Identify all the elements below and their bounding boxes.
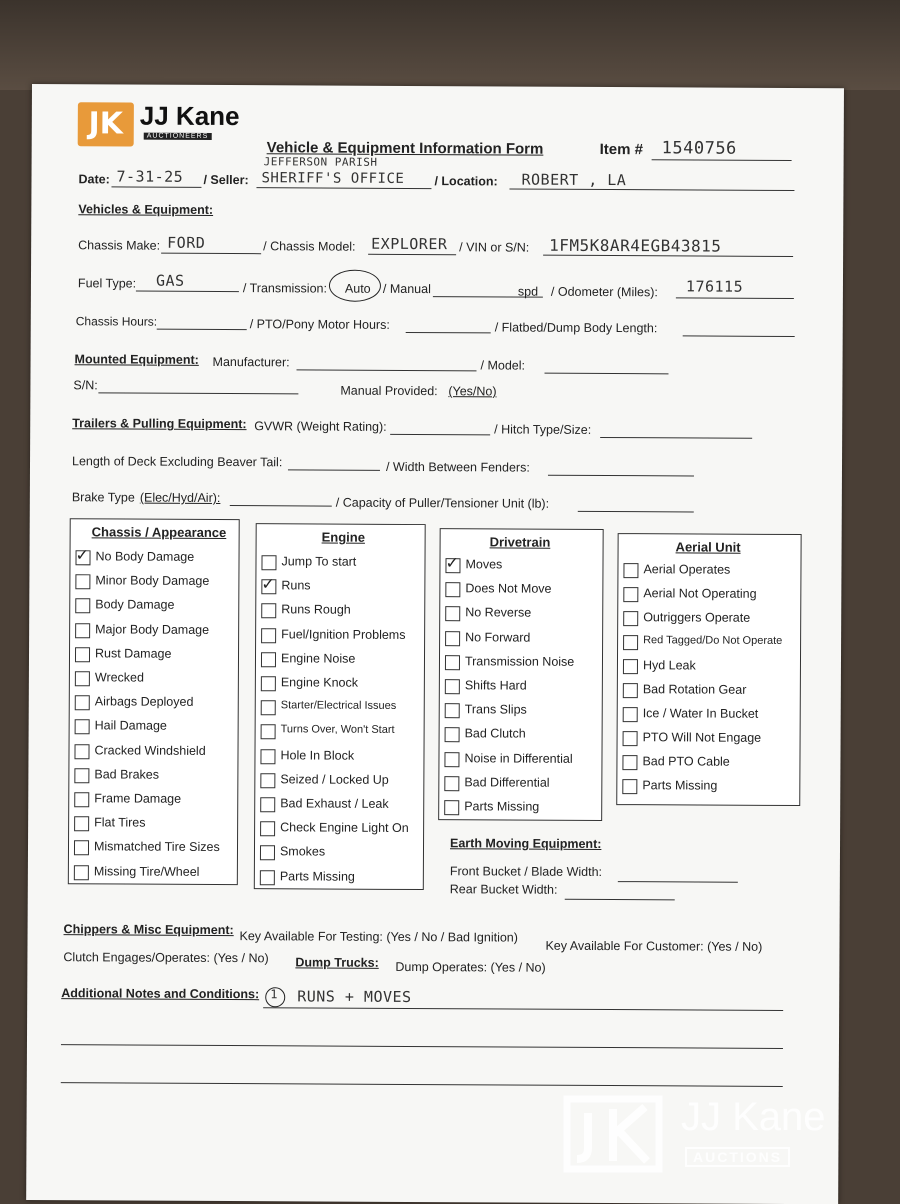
item-value: 1540756: [661, 138, 737, 159]
chassis-checkbox-10[interactable]: [74, 792, 89, 807]
drivetrain-option-label: Trans Slips: [464, 702, 527, 717]
drivetrain-checkbox-2[interactable]: [445, 607, 460, 622]
chassis-option-label: Minor Body Damage: [95, 573, 210, 589]
gvwr-label: GVWR (Weight Rating):: [254, 419, 387, 434]
auto-circle: [329, 270, 381, 302]
drivetrain-title: Drivetrain: [489, 534, 551, 550]
chassis-checkbox-1[interactable]: [75, 574, 90, 589]
fuel-value: GAS: [155, 271, 185, 290]
aerial-option-label: Bad Rotation Gear: [642, 682, 747, 697]
check-mark-icon: ✓: [75, 545, 89, 565]
engine-option-label: Fuel/Ignition Problems: [281, 626, 406, 642]
aerial-option-label: Aerial Not Operating: [643, 586, 757, 601]
trailers-heading: Trailers & Pulling Equipment:: [72, 416, 247, 432]
chassis-hours-line: [157, 329, 247, 330]
seller-value-2: SHERIFF'S OFFICE: [261, 170, 405, 187]
chassis-make-label: Chassis Make:: [78, 238, 161, 253]
aerial-checkbox-1[interactable]: [623, 587, 638, 602]
engine-option-label: Hole In Block: [280, 747, 355, 763]
fenders-line: [548, 475, 694, 477]
drivetrain-option-label: Moves: [465, 557, 503, 572]
aerial-checkbox-0[interactable]: [623, 563, 638, 578]
fuel-line: [136, 291, 239, 293]
auto-option: Auto: [344, 281, 371, 296]
drivetrain-option-label: No Forward: [465, 629, 531, 645]
aerial-unit-title: Aerial Unit: [675, 539, 741, 555]
aerial-option-label: Outriggers Operate: [643, 610, 751, 625]
vin-line: [543, 255, 793, 257]
odometer-line: [676, 297, 794, 299]
aerial-checkbox-9[interactable]: [622, 779, 637, 794]
drivetrain-checkbox-7[interactable]: [445, 728, 460, 743]
watermark-sub: AUCTIONS: [685, 1147, 790, 1167]
drivetrain-checkbox-5[interactable]: [445, 679, 460, 694]
engine-title: Engine: [321, 529, 366, 545]
engine-checkbox-9[interactable]: [260, 773, 275, 788]
capacity-label: / Capacity of Puller/Tensioner Unit (lb):: [335, 495, 550, 511]
chassis-option-label: Hail Damage: [94, 718, 167, 734]
notes-line-1: [263, 1007, 783, 1011]
drivetrain-option-label: Bad Clutch: [464, 726, 526, 741]
notes-heading: Additional Notes and Conditions:: [61, 986, 260, 1002]
aerial-checkbox-3[interactable]: [623, 635, 638, 650]
aerial-checkbox-5[interactable]: [623, 683, 638, 698]
aerial-checkbox-7[interactable]: [623, 731, 638, 746]
chassis-appearance-title: Chassis / Appearance: [91, 524, 227, 541]
drivetrain-checkbox-0[interactable]: [445, 553, 460, 573]
note-value: RUNS + MOVES: [297, 987, 412, 1006]
location-line: [509, 189, 794, 191]
chassis-checkbox-7[interactable]: [75, 720, 90, 735]
drivetrain-checkbox-6[interactable]: [445, 703, 460, 718]
drivetrain-checkbox-3[interactable]: [445, 631, 460, 646]
brake-line: [230, 505, 332, 507]
chassis-checkbox-11[interactable]: [74, 816, 89, 831]
engine-checkbox-7[interactable]: [261, 725, 276, 740]
odometer-label: / Odometer (Miles):: [550, 284, 658, 300]
chassis-checkbox-5[interactable]: [75, 671, 90, 686]
chassis-option-label: Major Body Damage: [95, 621, 210, 637]
date-label: Date:: [78, 172, 110, 187]
gvwr-line: [390, 434, 490, 436]
aerial-option-label: Hyd Leak: [642, 658, 696, 673]
chassis-model-value: EXPLORER: [371, 234, 448, 254]
drivetrain-checkbox-1[interactable]: [445, 582, 460, 597]
seller-line: [256, 187, 431, 189]
chassis-option-label: Cracked Windshield: [94, 742, 206, 758]
chassis-option-label: Missing Tire/Wheel: [93, 863, 200, 879]
chassis-model-line: [368, 254, 456, 255]
rear-bucket-line: [565, 899, 675, 901]
watermark-name: JJ Kane: [681, 1095, 826, 1139]
aerial-option-label: Parts Missing: [642, 778, 718, 793]
fenders-label: / Width Between Fenders:: [385, 459, 530, 475]
chassis-checkbox-2[interactable]: [75, 599, 90, 614]
chassis-checkbox-8[interactable]: [74, 744, 89, 759]
vin-value: 1FM5K8AR4EGB43815: [549, 235, 722, 256]
chassis-option-label: Airbags Deployed: [94, 694, 194, 710]
fuel-label: Fuel Type:: [77, 276, 137, 291]
chassis-option-label: Mismatched Tire Sizes: [93, 839, 220, 855]
note-number: 1: [270, 987, 279, 1002]
rear-bucket-label: Rear Bucket Width:: [449, 882, 558, 897]
manufacturer-line: [297, 369, 477, 371]
aerial-checkbox-4[interactable]: [623, 659, 638, 674]
chassis-make-value: FORD: [167, 233, 206, 252]
chassis-option-label: Frame Damage: [94, 791, 182, 806]
chassis-option-label: Flat Tires: [94, 815, 146, 830]
manual-option: / Manual: [382, 281, 431, 297]
engine-option-label: Runs: [281, 578, 311, 593]
engine-checkbox-0[interactable]: [261, 555, 276, 570]
check-mark-icon: ✓: [261, 574, 275, 594]
chassis-checkbox-6[interactable]: [75, 695, 90, 710]
desk-background: [0, 0, 900, 90]
location-label: / Location:: [434, 174, 498, 189]
chassis-checkbox-3[interactable]: [75, 623, 90, 638]
pto-label: / PTO/Pony Motor Hours:: [249, 317, 390, 332]
drivetrain-option-label: No Reverse: [465, 605, 532, 621]
dump-operates: Dump Operates: (Yes / No): [395, 959, 546, 975]
engine-option-label: Bad Exhaust / Leak: [280, 796, 389, 811]
hitch-label: / Hitch Type/Size:: [494, 422, 592, 437]
vehicles-heading: Vehicles & Equipment:: [78, 202, 214, 217]
model-line: [544, 373, 668, 375]
logo-sub: AUCTIONEERS: [144, 133, 212, 140]
item-label: Item #: [599, 140, 644, 159]
engine-checkbox-3[interactable]: [261, 628, 276, 643]
engine-option-label: Turns Over, Won't Start: [280, 723, 395, 737]
spd-label: spd: [517, 284, 539, 299]
engine-checkbox-5[interactable]: [261, 676, 276, 691]
chassis-option-label: Wrecked: [94, 670, 145, 685]
engine-checkbox-2[interactable]: [261, 604, 276, 619]
manual-provided-value: (Yes/No): [448, 384, 497, 399]
aerial-option-label: Aerial Operates: [643, 562, 731, 577]
drivetrain-option-label: Does Not Move: [465, 581, 552, 596]
engine-checkbox-11[interactable]: [260, 821, 275, 836]
brake-options: (Elec/Hyd/Air):: [139, 490, 221, 505]
engine-checkbox-12[interactable]: [260, 846, 275, 861]
logo-name: JJ Kane: [139, 100, 240, 132]
watermark: [563, 1093, 863, 1175]
chassis-option-label: Rust Damage: [94, 646, 172, 661]
chassis-checkbox-12[interactable]: [74, 841, 89, 856]
drivetrain-checkbox-9[interactable]: [444, 776, 459, 791]
earth-heading: Earth Moving Equipment:: [449, 836, 602, 851]
engine-option-label: Smokes: [279, 844, 326, 859]
engine-checkbox-8[interactable]: [260, 749, 275, 764]
capacity-line: [578, 511, 694, 513]
seller-value-1: JEFFERSON PARISH: [263, 155, 378, 169]
transmission-label: / Transmission:: [242, 281, 328, 296]
drivetrain-option-label: Parts Missing: [464, 799, 540, 814]
engine-option-label: Seized / Locked Up: [280, 772, 389, 787]
engine-checkbox-6[interactable]: [261, 700, 276, 715]
engine-option-label: Starter/Electrical Issues: [280, 699, 397, 713]
chassis-model-label: / Chassis Model:: [263, 239, 356, 254]
engine-option-label: Engine Noise: [280, 651, 356, 666]
engine-checkbox-4[interactable]: [261, 652, 276, 667]
engine-option-label: Parts Missing: [279, 868, 355, 884]
chassis-hours-label: Chassis Hours:: [75, 314, 158, 329]
engine-checkbox-13[interactable]: [260, 870, 275, 885]
date-value: 7-31-25: [116, 167, 184, 186]
chassis-option-label: Bad Brakes: [94, 767, 160, 782]
chassis-checkbox-13[interactable]: [74, 865, 89, 880]
dump-trucks-heading: Dump Trucks:: [295, 955, 379, 970]
notes-line-3: [61, 1082, 783, 1087]
clutch-operates: Clutch Engages/Operates: (Yes / No): [63, 950, 269, 966]
chassis-checkbox-9[interactable]: [74, 768, 89, 783]
form-paper: [26, 84, 844, 1204]
sn-label: S/N:: [73, 378, 98, 393]
drivetrain-option-label: Noise in Differential: [464, 750, 573, 766]
vin-label: / VIN or S/N:: [459, 240, 530, 255]
deck-line: [288, 469, 380, 470]
aerial-option-label: Ice / Water In Bucket: [642, 706, 759, 721]
engine-option-label: Jump To start: [281, 554, 357, 569]
sn-line: [98, 392, 298, 394]
chassis-checkbox-4[interactable]: [75, 647, 90, 662]
chassis-option-label: Body Damage: [95, 597, 175, 613]
drivetrain-checkbox-4[interactable]: [445, 655, 460, 670]
flatbed-line: [683, 335, 795, 337]
engine-option-label: Runs Rough: [281, 602, 351, 618]
drivetrain-checkbox-8[interactable]: [444, 752, 459, 767]
flatbed-label: / Flatbed/Dump Body Length:: [494, 320, 658, 336]
pto-line: [406, 332, 491, 333]
chippers-heading: Chippers & Misc Equipment:: [63, 922, 234, 938]
aerial-option-label: Bad PTO Cable: [642, 754, 730, 769]
key-customer: Key Available For Customer: (Yes / No): [545, 938, 763, 954]
notes-line-2: [61, 1044, 783, 1049]
mounted-heading: Mounted Equipment:: [74, 352, 199, 367]
front-bucket-line: [618, 881, 738, 883]
seller-label: / Seller:: [203, 172, 249, 188]
drivetrain-option-label: Transmission Noise: [464, 654, 575, 669]
aerial-option-label: Red Tagged/Do Not Operate: [643, 634, 783, 647]
form-title: Vehicle & Equipment Information Form: [266, 139, 544, 158]
aerial-checkbox-6[interactable]: [623, 707, 638, 722]
location-value: ROBERT , LA: [521, 170, 627, 190]
chassis-option-label: No Body Damage: [95, 549, 195, 564]
chassis-make-line: [161, 253, 261, 255]
model-label: / Model:: [480, 358, 526, 373]
jjkane-logo-mark: JK: [78, 102, 134, 146]
manufacturer-label: Manufacturer:: [212, 354, 290, 370]
date-line: [111, 186, 201, 187]
key-testing: Key Available For Testing: (Yes / No / Bad Ignition): [239, 929, 518, 945]
drivetrain-option-label: Bad Differential: [464, 775, 550, 790]
aerial-checkbox-2[interactable]: [623, 611, 638, 626]
chassis-checkbox-0[interactable]: [75, 545, 90, 565]
drivetrain-checkbox-10[interactable]: [444, 800, 459, 815]
deck-label: Length of Deck Excluding Beaver Tail:: [71, 454, 283, 470]
aerial-option-label: PTO Will Not Engage: [642, 730, 762, 745]
engine-option-label: Engine Knock: [280, 675, 359, 690]
hitch-line: [600, 437, 752, 439]
manual-provided-label: Manual Provided:: [340, 383, 438, 399]
engine-checkbox-1[interactable]: [261, 574, 276, 594]
drivetrain-option-label: Shifts Hard: [464, 678, 527, 693]
engine-checkbox-10[interactable]: [260, 797, 275, 812]
check-mark-icon: ✓: [445, 553, 459, 573]
brake-label: Brake Type: [71, 490, 135, 505]
front-bucket-label: Front Bucket / Blade Width:: [449, 864, 603, 879]
engine-option-label: Check Engine Light On: [280, 820, 409, 836]
odometer-value: 176115: [685, 277, 744, 296]
aerial-checkbox-8[interactable]: [622, 755, 637, 770]
item-line: [652, 159, 792, 161]
